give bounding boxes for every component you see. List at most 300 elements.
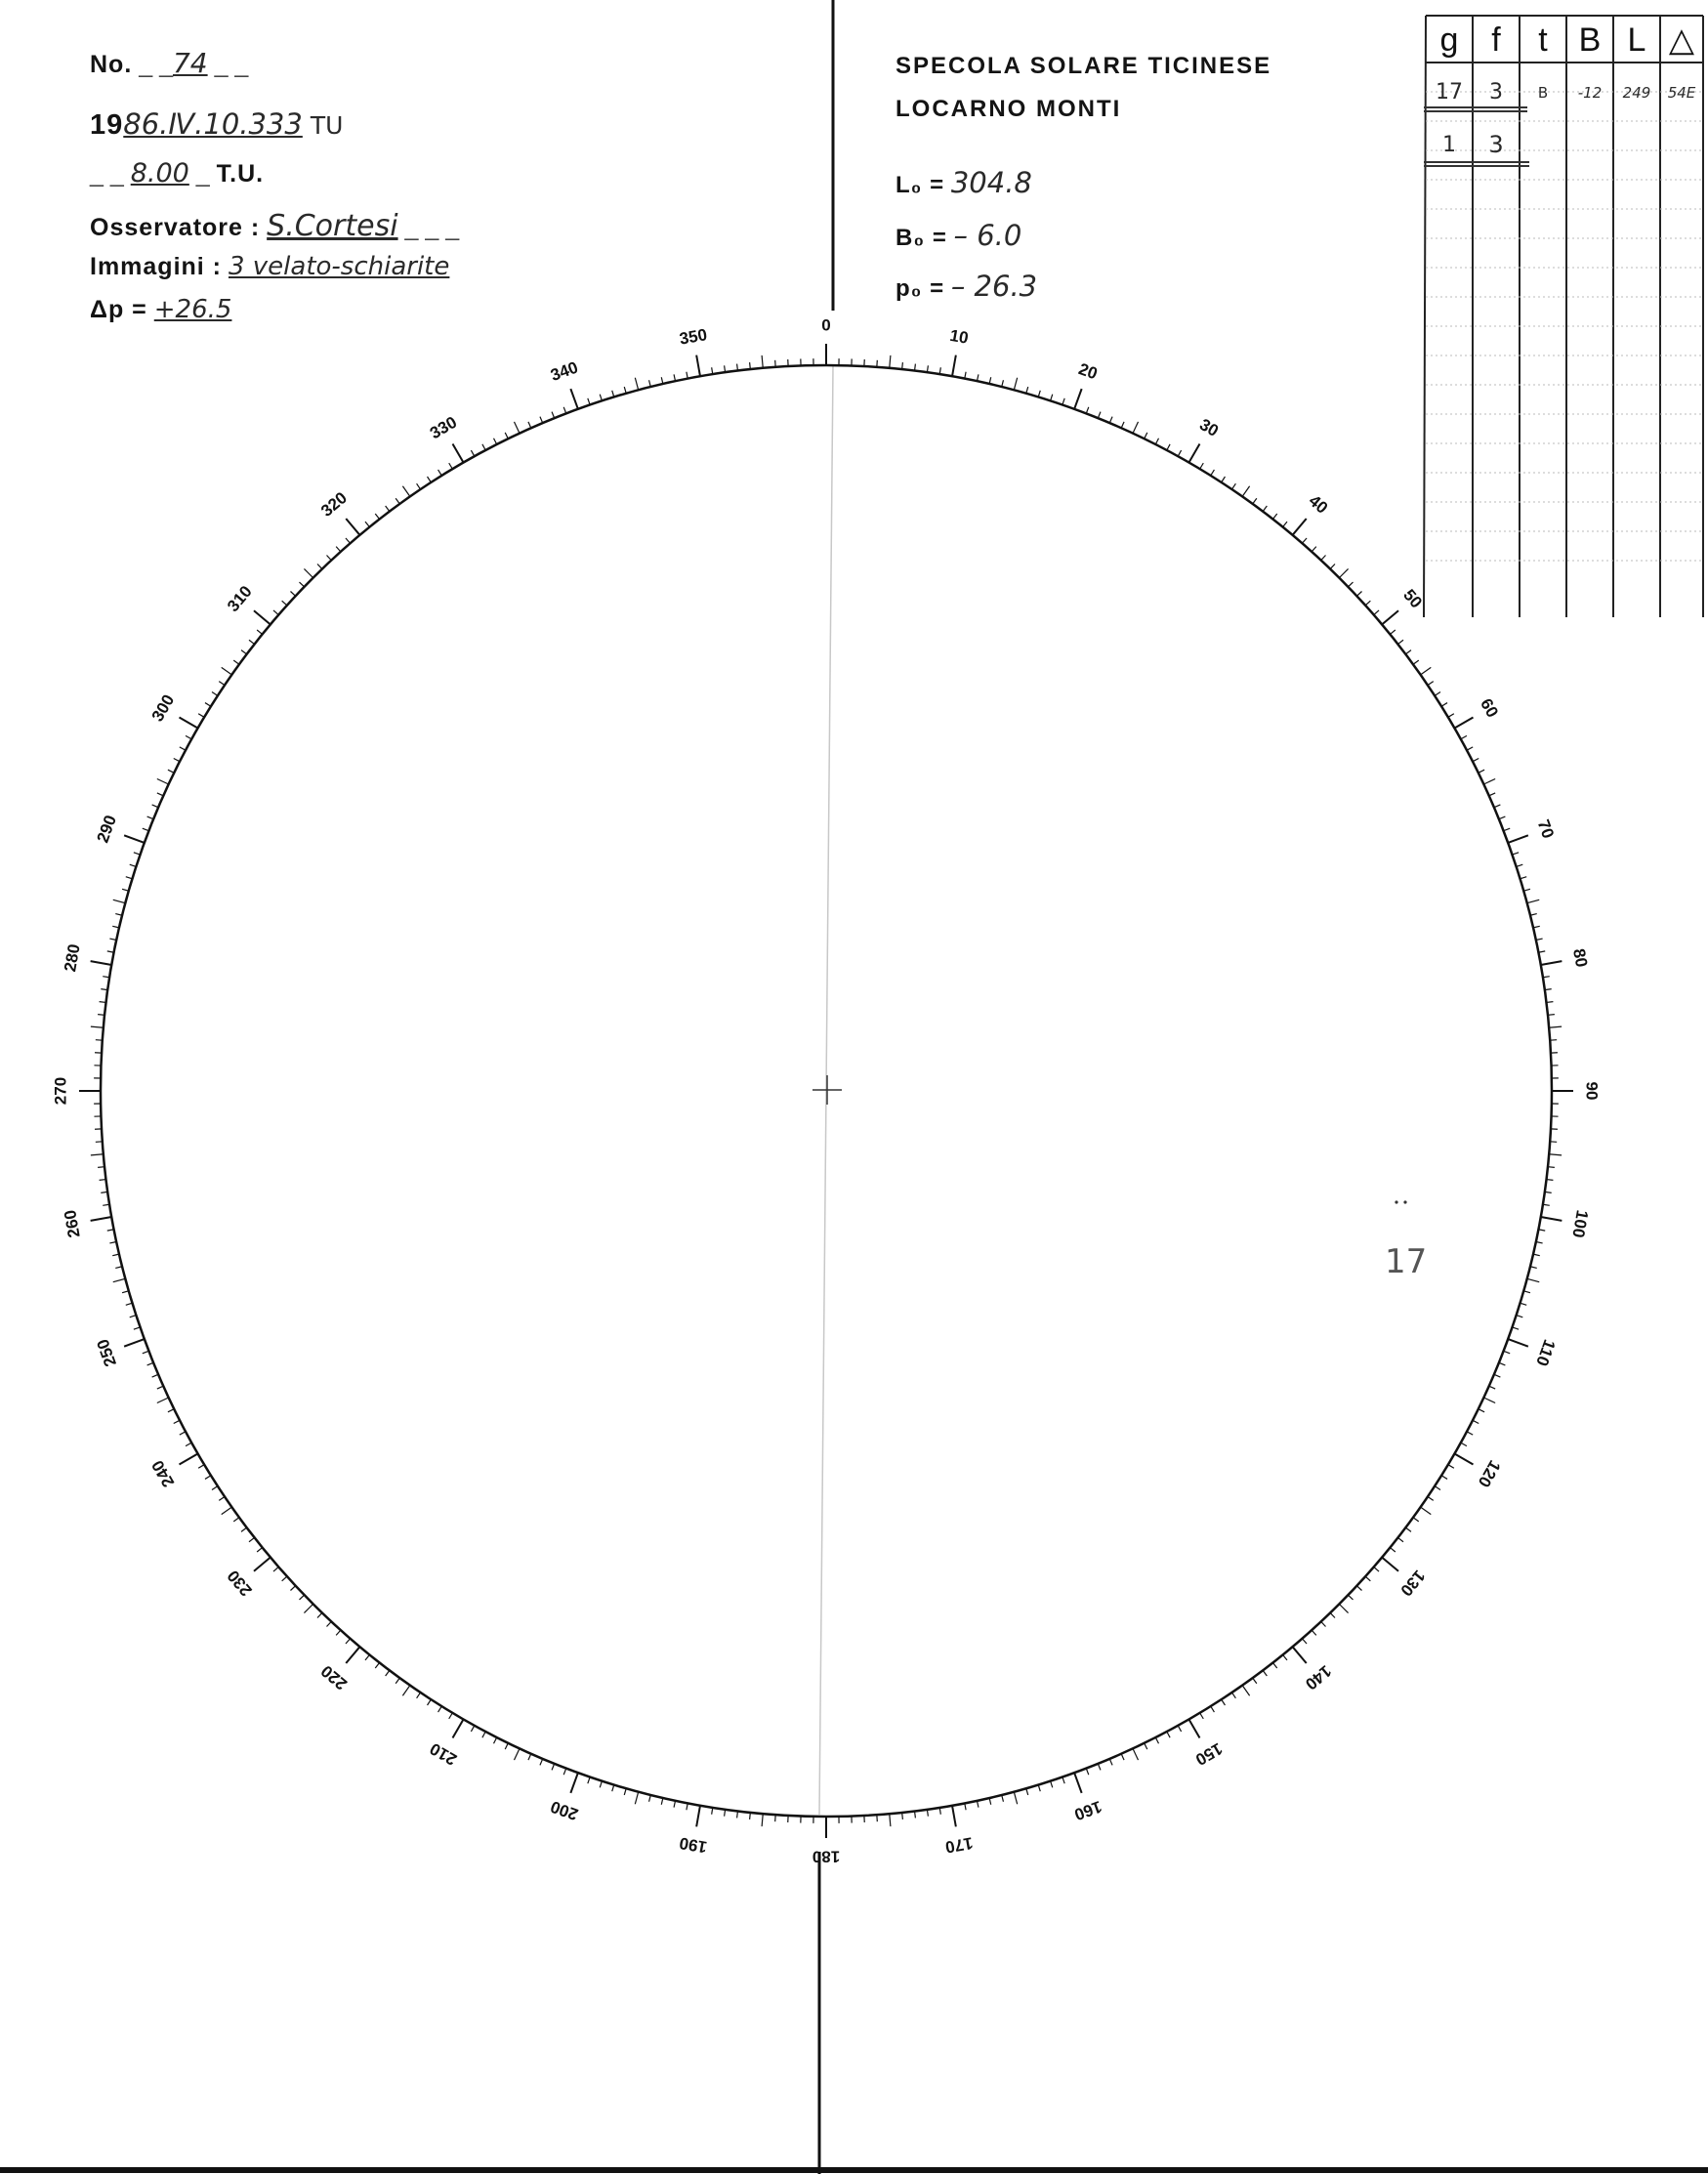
degree-tick <box>1086 1769 1089 1776</box>
degree-tick <box>299 582 304 587</box>
degree-tick <box>402 1686 409 1696</box>
degree-tick <box>952 1806 956 1827</box>
degree-tick <box>180 747 186 750</box>
degree-label: 90 <box>1582 1081 1602 1101</box>
degree-tick <box>282 1576 287 1581</box>
degree-tick <box>515 1748 520 1760</box>
degree-tick <box>1356 592 1361 597</box>
degree-tick <box>1038 391 1040 397</box>
degree-tick <box>375 1662 379 1668</box>
degree-tick <box>915 364 916 371</box>
observation-time-line: _ _ 8.00 _ T.U. <box>90 158 265 188</box>
time-suffix: T.U. <box>216 160 265 188</box>
degree-tick <box>696 355 700 377</box>
degree-label: 170 <box>943 1833 975 1857</box>
degree-tick <box>112 926 119 928</box>
degree-tick <box>1211 1706 1215 1712</box>
degree-tick <box>1479 1409 1484 1412</box>
sunspot-group-label: 17 <box>1385 1242 1428 1281</box>
degree-tick <box>212 1486 218 1490</box>
degree-tick <box>179 718 197 729</box>
degree-tick <box>115 1267 122 1269</box>
degree-tick <box>494 1737 497 1743</box>
degree-tick <box>1074 389 1082 409</box>
degree-tick <box>1527 899 1540 902</box>
degree-tick <box>1397 1537 1403 1541</box>
degree-tick <box>1382 1558 1398 1571</box>
observatory-name-line2: LOCARNO MONTI <box>896 96 1122 122</box>
degree-tick <box>1098 412 1101 418</box>
degree-tick <box>1546 1002 1553 1003</box>
degree-label: 230 <box>224 1566 256 1600</box>
degree-label: 100 <box>1568 1208 1592 1239</box>
degree-label: 40 <box>1305 491 1332 518</box>
degree-tick <box>1382 610 1398 624</box>
degree-tick <box>386 506 390 512</box>
degree-tick <box>552 1764 555 1770</box>
degree-label: 200 <box>548 1796 581 1824</box>
table-cell: 249 <box>1622 84 1651 102</box>
degree-tick <box>180 1432 186 1435</box>
degree-tick <box>505 1743 508 1749</box>
degree-tick <box>396 1678 399 1684</box>
degree-tick <box>1541 961 1562 965</box>
degree-tick <box>134 853 141 855</box>
degree-label: 250 <box>93 1336 121 1369</box>
degree-tick <box>1548 1015 1555 1016</box>
degree-tick <box>417 1693 421 1698</box>
degree-tick <box>249 1537 255 1541</box>
degree-tick <box>157 1398 169 1402</box>
degree-label: 20 <box>1076 359 1101 384</box>
degree-tick <box>198 1465 204 1469</box>
degree-tick <box>1121 422 1124 428</box>
degree-label: 160 <box>1071 1796 1104 1824</box>
degree-tick <box>1263 506 1267 512</box>
degree-label: 270 <box>51 1076 70 1106</box>
degree-tick <box>1489 1386 1495 1389</box>
degree-label: 240 <box>147 1456 179 1491</box>
degree-tick <box>1242 1686 1249 1696</box>
degree-tick <box>222 1507 232 1514</box>
degree-tick <box>1222 477 1226 482</box>
delta-p-value: +26.5 <box>153 295 232 324</box>
degree-tick <box>1513 1327 1520 1329</box>
table-cell: 54E <box>1667 84 1696 102</box>
observer-line: Osservatore : S.Cortesi _ _ _ <box>90 209 460 243</box>
degree-tick <box>570 389 578 409</box>
degree-tick <box>205 1476 211 1480</box>
p0-label: p₀ = <box>896 275 945 302</box>
images-value: 3 velato-schiarite <box>228 252 450 281</box>
degree-tick <box>1504 1351 1511 1354</box>
degree-label: 220 <box>317 1661 352 1693</box>
degree-tick <box>282 601 287 606</box>
degree-tick <box>1546 1180 1553 1181</box>
degree-tick <box>902 1813 903 1819</box>
degree-tick <box>396 498 399 504</box>
degree-tick <box>552 412 555 418</box>
degree-tick <box>1348 582 1353 587</box>
images-label: Immagini : <box>90 253 223 280</box>
degree-tick <box>1133 422 1138 434</box>
degree-tick <box>1365 601 1370 606</box>
degree-tick <box>1356 1586 1361 1591</box>
degree-label: 30 <box>1196 415 1222 440</box>
degree-tick <box>449 1713 453 1719</box>
degree-label: 290 <box>93 813 121 846</box>
degree-tick <box>649 1795 651 1802</box>
degree-tick <box>505 433 508 439</box>
degree-tick <box>1014 378 1017 391</box>
degree-tick <box>130 864 137 866</box>
degree-tick <box>91 1217 112 1221</box>
degree-tick <box>696 1806 700 1827</box>
degree-tick <box>157 1386 163 1389</box>
degree-tick <box>147 816 153 819</box>
degree-tick <box>317 1612 322 1617</box>
date-value: 86.Ⅳ.10.333 <box>123 107 303 141</box>
number-label: No. <box>90 51 133 78</box>
degree-tick <box>1086 407 1089 414</box>
degree-tick <box>482 1732 485 1737</box>
degree-tick <box>750 1813 751 1819</box>
date-suffix: TU <box>310 111 344 140</box>
degree-tick <box>449 463 453 469</box>
degree-tick <box>130 1316 137 1317</box>
degree-tick <box>989 1798 991 1805</box>
degree-tick <box>198 714 204 718</box>
degree-tick <box>1167 444 1170 450</box>
degree-tick <box>219 1496 225 1500</box>
degree-tick <box>402 486 409 497</box>
degree-tick <box>1321 555 1326 560</box>
table-cell: B <box>1537 84 1549 102</box>
degree-tick <box>977 374 978 381</box>
degree-tick <box>890 355 891 368</box>
degree-tick <box>1145 433 1147 439</box>
degree-label: 70 <box>1533 816 1558 841</box>
degree-tick <box>273 610 278 615</box>
degree-tick <box>528 422 531 428</box>
degree-tick <box>1397 640 1403 644</box>
degree-label: 10 <box>948 325 971 348</box>
degree-tick <box>219 682 225 686</box>
table-cell: 1 <box>1442 133 1456 157</box>
degree-tick <box>1413 1518 1419 1522</box>
degree-tick <box>1413 660 1419 664</box>
degree-tick <box>1283 1654 1287 1659</box>
degree-tick <box>482 444 485 450</box>
degree-tick <box>540 417 543 423</box>
degree-tick <box>1448 1465 1454 1469</box>
degree-tick <box>1293 519 1307 535</box>
degree-tick <box>113 1278 126 1281</box>
degree-tick <box>186 735 191 738</box>
observation-number-line: No. _ _74 _ _ <box>90 47 249 79</box>
degree-tick <box>890 1814 891 1826</box>
degree-tick <box>346 1647 359 1663</box>
degree-tick <box>1098 1764 1101 1770</box>
degree-tick <box>346 519 359 535</box>
b0-label: B₀ = <box>896 225 947 251</box>
degree-label: 280 <box>61 942 84 974</box>
degree-tick <box>386 1670 390 1676</box>
degree-tick <box>471 450 474 456</box>
degree-tick <box>563 407 566 414</box>
degree-tick <box>600 1781 602 1788</box>
degree-tick <box>674 1801 675 1808</box>
degree-tick <box>989 377 991 384</box>
degree-tick <box>1435 692 1440 696</box>
degree-tick <box>1155 1737 1158 1743</box>
degree-tick <box>1178 450 1181 456</box>
degree-tick <box>1272 1662 1276 1668</box>
disk-center-cross <box>812 1075 842 1105</box>
degree-tick <box>1374 610 1379 615</box>
sunspot-group-17 <box>1395 1200 1406 1203</box>
degree-tick <box>299 1595 304 1600</box>
degree-tick <box>157 779 169 784</box>
degree-tick <box>1504 828 1511 831</box>
degree-tick <box>1178 1726 1181 1732</box>
degree-tick <box>212 692 218 696</box>
degree-tick <box>327 1621 332 1626</box>
degree-tick <box>540 1759 543 1765</box>
degree-tick <box>168 1409 174 1412</box>
degree-tick <box>1517 864 1523 866</box>
degree-label: 110 <box>1532 1337 1560 1369</box>
degree-tick <box>1002 1795 1004 1802</box>
degree-tick <box>1421 667 1432 674</box>
date-prefix: 19 <box>90 109 124 141</box>
degree-tick <box>143 1351 149 1354</box>
degree-tick <box>174 1420 180 1423</box>
degree-tick <box>494 439 497 444</box>
degree-tick <box>1374 1567 1379 1571</box>
degree-tick <box>112 1254 119 1256</box>
degree-tick <box>1051 1781 1053 1788</box>
degree-tick <box>126 877 133 879</box>
degree-tick <box>762 1814 763 1826</box>
b0-value: – 6.0 <box>953 219 1022 252</box>
table-cell: 17 <box>1436 80 1463 105</box>
degree-tick <box>438 470 442 476</box>
degree-tick <box>1339 1604 1348 1612</box>
table-header-f: f <box>1491 21 1501 59</box>
degree-tick <box>612 1785 614 1792</box>
degree-tick <box>1348 1595 1353 1600</box>
table-header-delta: △ <box>1668 21 1695 59</box>
degree-tick <box>1508 1339 1528 1347</box>
degree-tick <box>1405 1527 1411 1531</box>
degree-label: 310 <box>224 582 256 616</box>
degree-tick <box>1489 793 1495 796</box>
degree-tick <box>365 1654 369 1659</box>
degree-tick <box>152 1374 158 1377</box>
degree-tick <box>257 630 262 634</box>
degree-tick <box>674 374 675 381</box>
degree-tick <box>254 610 271 624</box>
degree-tick <box>1428 1496 1434 1500</box>
degree-tick <box>109 1241 116 1242</box>
observer-label: Osservatore : <box>90 214 261 241</box>
degree-tick <box>91 1026 104 1027</box>
degree-tick <box>1454 718 1473 729</box>
degree-tick <box>375 514 379 520</box>
degree-tick <box>1548 1167 1555 1168</box>
degree-tick <box>1222 1699 1226 1705</box>
degree-tick <box>750 362 751 369</box>
degree-tick <box>1231 1693 1235 1698</box>
degree-tick <box>1038 1785 1040 1792</box>
degree-tick <box>1499 816 1505 819</box>
degree-tick <box>1312 547 1316 552</box>
degree-tick <box>649 380 651 387</box>
degree-tick <box>109 939 116 940</box>
degree-tick <box>570 1773 578 1793</box>
degree-tick <box>1189 1719 1200 1737</box>
degree-tick <box>1454 1454 1473 1465</box>
degree-tick <box>1461 1442 1467 1445</box>
degree-tick <box>1530 1267 1537 1269</box>
degree-tick <box>1530 914 1537 916</box>
degree-tick <box>1448 714 1454 718</box>
degree-tick <box>588 398 590 405</box>
degree-tick <box>233 1518 239 1522</box>
degree-tick <box>1155 439 1158 444</box>
degree-tick <box>1533 1254 1540 1256</box>
degree-tick <box>304 1604 312 1612</box>
degree-tick <box>1479 770 1484 773</box>
degree-label: 190 <box>678 1833 709 1857</box>
degree-tick <box>1200 1713 1204 1719</box>
degree-tick <box>1508 835 1528 843</box>
table-header-l: L <box>1627 21 1646 59</box>
degree-tick <box>336 547 341 552</box>
degree-tick <box>915 1811 916 1818</box>
table-cell: -12 <box>1577 84 1603 102</box>
degree-tick <box>174 759 180 762</box>
degree-tick <box>471 1726 474 1732</box>
degree-tick <box>1467 747 1473 750</box>
degree-tick <box>428 477 432 482</box>
degree-tick <box>317 564 322 568</box>
degree-tick <box>241 650 247 654</box>
degree-tick <box>1483 1398 1495 1402</box>
degree-tick <box>1499 1362 1505 1365</box>
degree-tick <box>257 1548 262 1552</box>
degree-tick <box>1062 1777 1064 1784</box>
degree-tick <box>417 483 421 489</box>
number-value: 74 <box>172 47 208 79</box>
degree-tick <box>222 667 232 674</box>
degree-tick <box>336 1630 341 1635</box>
degree-label: 0 <box>821 315 831 335</box>
degree-tick <box>147 1362 153 1365</box>
degree-tick <box>100 1180 106 1181</box>
degree-tick <box>902 362 903 369</box>
degree-tick <box>124 1339 145 1347</box>
degree-tick <box>1051 395 1053 401</box>
degree-tick <box>273 1567 278 1571</box>
degree-tick <box>428 1699 432 1705</box>
degree-tick <box>100 1002 106 1003</box>
table-header-b: B <box>1578 21 1602 59</box>
degree-label: 60 <box>1477 695 1502 721</box>
l0-value: 304.8 <box>950 166 1032 199</box>
degree-tick <box>762 355 763 368</box>
degree-label: 180 <box>812 1847 841 1866</box>
table-header-g: g <box>1439 21 1459 59</box>
degree-tick <box>241 1527 247 1531</box>
degree-tick <box>1321 1621 1326 1626</box>
degree-tick <box>635 1792 638 1805</box>
degree-tick <box>1293 1647 1307 1663</box>
degree-tick <box>1390 1548 1395 1552</box>
degree-tick <box>1283 522 1287 526</box>
degree-tick <box>1536 939 1543 940</box>
degree-tick <box>952 355 956 377</box>
degree-tick <box>91 961 112 965</box>
degree-tick <box>1242 486 1249 497</box>
degree-label: 340 <box>548 357 581 386</box>
degree-tick <box>1109 417 1112 423</box>
degree-tick <box>1330 564 1335 568</box>
degree-tick <box>1461 735 1467 738</box>
time-value: 8.00 <box>130 158 189 188</box>
degree-tick <box>157 793 163 796</box>
degree-tick <box>115 914 122 916</box>
degree-tick <box>1062 398 1064 405</box>
degree-tick <box>1441 703 1447 707</box>
degree-label: 50 <box>1399 585 1426 612</box>
degree-tick <box>438 1706 442 1712</box>
degree-label: 260 <box>61 1208 84 1239</box>
degree-tick <box>1365 1576 1370 1581</box>
degree-tick <box>515 422 520 434</box>
degree-tick <box>1494 1374 1500 1377</box>
degree-tick <box>1253 1678 1257 1684</box>
degree-tick <box>1549 1154 1562 1155</box>
degree-tick <box>737 364 738 371</box>
degree-tick <box>1014 1792 1017 1805</box>
degree-tick <box>453 443 464 462</box>
degree-tick <box>126 1303 133 1305</box>
degree-label: 120 <box>1474 1456 1505 1491</box>
degree-tick <box>588 1777 590 1784</box>
degree-tick <box>205 703 211 707</box>
degree-tick <box>327 555 332 560</box>
degree-label: 350 <box>678 325 709 349</box>
degree-tick <box>977 1801 978 1808</box>
degree-label: 80 <box>1569 946 1592 969</box>
degree-tick <box>98 1015 104 1016</box>
degree-tick <box>1517 1316 1523 1317</box>
degree-tick <box>1428 682 1434 686</box>
degree-tick <box>168 770 174 773</box>
degree-tick <box>1473 759 1479 762</box>
degree-tick <box>453 1719 464 1737</box>
degree-tick <box>134 1327 141 1329</box>
degree-tick <box>124 835 145 843</box>
degree-tick <box>1253 498 1257 504</box>
degree-label: 300 <box>147 690 179 726</box>
degree-tick <box>1473 1420 1479 1423</box>
degree-tick <box>1312 1630 1316 1635</box>
degree-tick <box>254 1558 271 1571</box>
degree-label: 330 <box>426 412 461 443</box>
